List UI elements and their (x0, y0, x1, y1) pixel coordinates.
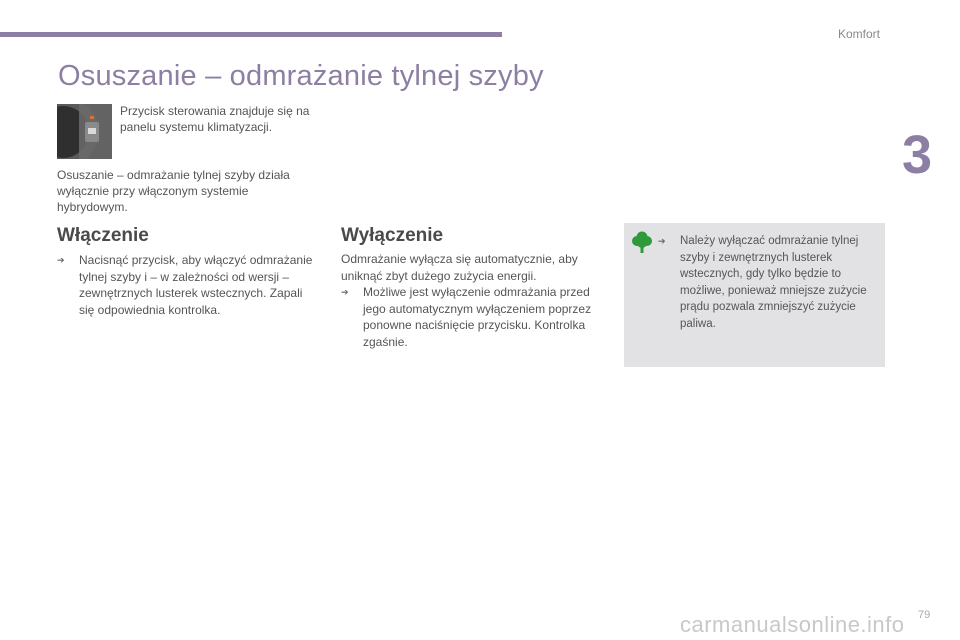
eco-tip-bullet (658, 233, 878, 332)
switch-off-bullet (341, 284, 606, 350)
bullet-arrow-icon: ➔ (57, 255, 65, 265)
section-label: Komfort (838, 27, 881, 41)
header-bar (0, 32, 502, 37)
switch-on-section (57, 252, 315, 318)
switch-off-section (341, 251, 606, 350)
switch-off-text: Możliwe jest wyłączenie odmrażania przed jego automatycznym wyłączeniem poprzez ponowne naciśnięcie przycisku. Kontrolka zgaśnie. (363, 285, 592, 349)
hybrid-note: Osuszanie – odmrażanie tylnej szyby działa wyłącznie przy włączonym systemie hybrydowym. (57, 168, 290, 214)
control-button-photo (57, 104, 112, 159)
switch-off-paragraph: Odmrażanie wyłącza się automatycznie, aby uniknąć zbyt dużego zużycia energii. (341, 252, 578, 283)
page-number: 79 (918, 609, 931, 621)
watermark: carmanualsonline.info (680, 612, 905, 637)
switch-on-heading: Włączenie (57, 225, 149, 246)
intro-text: Przycisk sterowania znajduje się na panelu systemu klimatyzacji. (120, 104, 310, 134)
eco-tip-box (624, 223, 885, 367)
chapter-number: 3 (902, 125, 933, 185)
switch-off-heading: Wyłączenie (341, 225, 444, 246)
eco-tip-content: Należy wyłączać odmrażanie tylnej szyby i zewnętrznych lusterek wstecznych, gdy tylko będzie to możliwe, ponieważ mniejsze zużycie prądu pozwala zmniejszyć zużycie paliwa. (680, 235, 867, 330)
switch-on-bullet (57, 252, 315, 318)
tree-icon (632, 231, 652, 253)
bullet-arrow-icon: ➔ (658, 236, 666, 246)
page-title: Osuszanie – odmrażanie tylnej szyby (58, 60, 544, 92)
eco-tip-text (658, 233, 878, 332)
bullet-arrow-icon: ➔ (341, 287, 349, 297)
switch-on-text: Nacisnąć przycisk, aby włączyć odmrażanie tylnej szyby i – w zależności od wersji – zewnętrznych lusterek wstecznych. Zapali się odpowiednia kontrolka. (79, 253, 313, 317)
